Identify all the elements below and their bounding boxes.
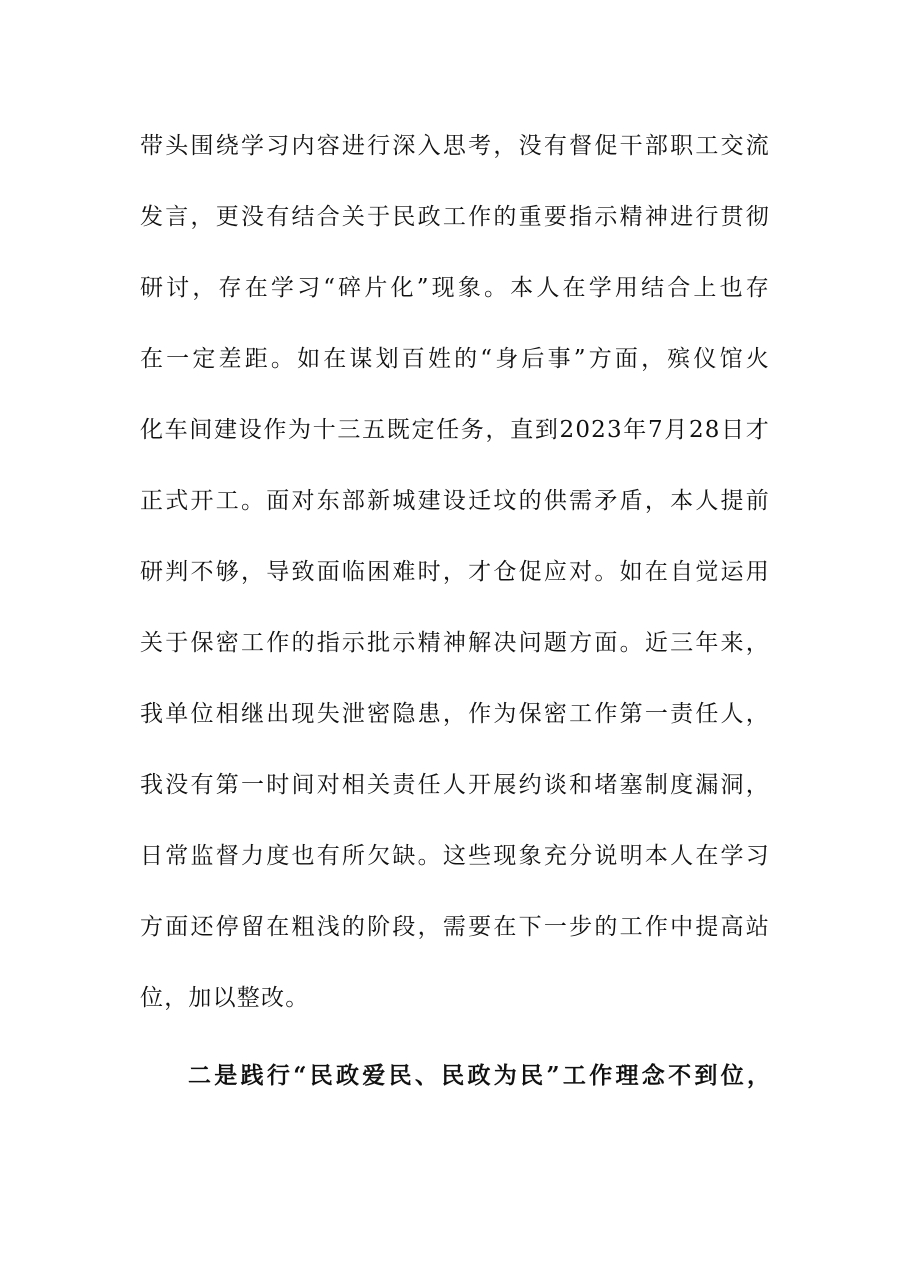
body-text-line: 方面还停留在粗浅的阶段，需要在下一步的工作中提高站 [140, 914, 770, 940]
body-text-line-last: 位，加以整改。 [140, 985, 310, 1011]
body-text-line: 日常监督力度也有所欠缺。这些现象充分说明本人在学习 [140, 843, 770, 869]
body-text-line: 研讨，存在学习“碎片化”现象。本人在学用结合上也存 [140, 275, 770, 301]
body-text-line: 发言，更没有结合关于民政工作的重要指示精神进行贯彻 [140, 204, 770, 230]
body-text-line: 在一定差距。如在谋划百姓的“身后事”方面，殡仪馆火 [140, 346, 770, 372]
body-text-line: 研判不够，导致面临困难时，才仓促应对。如在自觉运用 [140, 559, 770, 585]
body-text-line: 带头围绕学习内容进行深入思考，没有督促干部职工交流 [140, 133, 770, 159]
body-text-line: 关于保密工作的指示批示精神解决问题方面。近三年来， [140, 630, 770, 656]
body-text-line: 我没有第一时间对相关责任人开展约谈和堵塞制度漏洞， [140, 772, 770, 798]
body-text-line: 正式开工。面对东部新城建设迁坟的供需矛盾，本人提前 [140, 488, 770, 514]
body-text-line: 我单位相继出现失泄密隐患，作为保密工作第一责任人， [140, 701, 770, 727]
body-text-line: 化车间建设作为十三五既定任务，直到2023年7月28日才 [140, 417, 770, 443]
section-heading: 二是践行“民政爱民、民政为民”工作理念不到位， [188, 1062, 770, 1089]
